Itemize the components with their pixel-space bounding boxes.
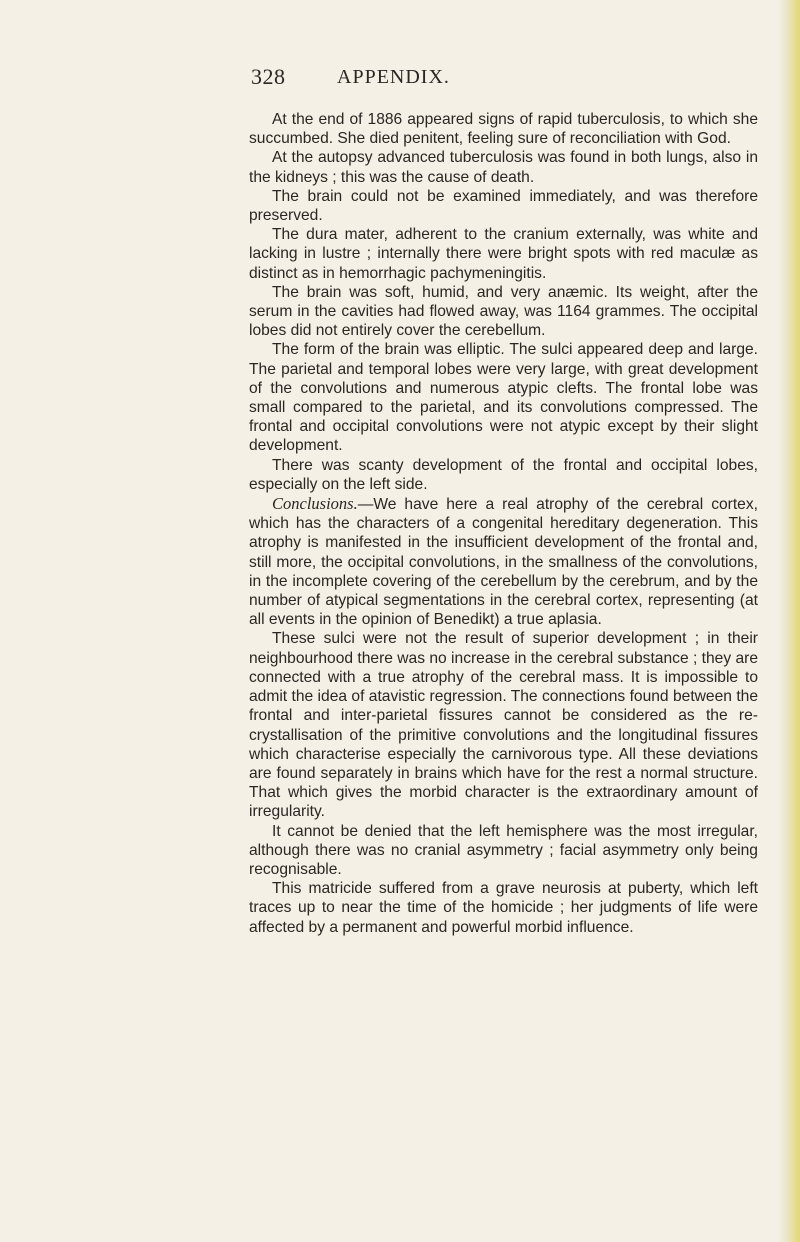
paragraph-neurosis: This matricide suffered from a grave neurosis at puberty, which left traces up to near the time of the homicide ; her judgments of life were affected by a permanent and powerful morbid influence. [249, 880, 758, 936]
paragraph-left-hemisphere: It cannot be denied that the left hemisphere was the most irregular, although there was no cranial asymmetry ; facial asymmetry only being recognisable. [249, 822, 758, 878]
conclusions-heading: Conclusions. [272, 494, 358, 514]
paragraph-sulci: These sulci were not the result of superior development ; in their neighbourhood there was no increase in the cerebral substance ; they are connected with a true atrophy of the cerebral mass. It is impossible to admit the idea of atavistic regression. The connections found between the frontal and inter-parietal fissures cannot be considered as the re-crystallisation of the primitive convolutions and the longitudinal fissures which characterise especially the carnivorous type. All these deviations are found separately in brains which have for the rest a normal structure. That which gives the morbid character is the extraordinary amount of irregularity. [249, 630, 758, 821]
page-number: 328 [251, 64, 286, 89]
running-head: APPENDIX. [337, 66, 450, 88]
page-edge [778, 0, 800, 1242]
paragraph-brain-preserved: The brain could not be examined immediately, and was therefore preserved. [249, 187, 758, 225]
paragraph-dura-mater: The dura mater, adherent to the cranium externally, was white and lacking in lustre ; internally there were bright spots with red maculæ as distinct as in hemorrhagic pachymeningitis. [249, 226, 758, 282]
body-text [249, 110, 758, 937]
paragraph-brain-form: The form of the brain was elliptic. The sulci appeared deep and large. The parietal and temporal lobes were very large, with great development of the convolutions and numerous atypic clefts. The frontal lobe was small compared to the parietal, and its convolutions compressed. The frontal and occipital convolutions were not atypic except by their slight development. [249, 341, 758, 455]
conclusions-text: —We have here a real atrophy of the cerebral cortex, which has the characters of a congenital hereditary degeneration. This atrophy is manifested in the insufficient development of the frontal and, still more, the occipital convolutions, in the smallness of the convolutions, in the incomplete covering of the cerebellum by the cerebrum, and by the number of atypical segmentations in the cerebral cortex, representing (at all events in the opinion of Benedikt) a true aplasia. [249, 496, 758, 629]
paragraph-autopsy: At the autopsy advanced tuberculosis was found in both lungs, also in the kidneys ; this was the cause of death. [249, 149, 758, 186]
paragraph-conclusions [249, 494, 758, 629]
page-header [251, 64, 751, 94]
paragraph-brain-weight: The brain was soft, humid, and very anæmic. Its weight, after the serum in the cavities had flowed away, was 1164 grammes. The occipital lobes did not entirely cover the cerebellum. [249, 283, 758, 340]
paragraph-scanty-development: There was scanty development of the frontal and occipital lobes, especially on the left side. [249, 456, 758, 493]
paragraph-death: At the end of 1886 appeared signs of rapid tuberculosis, to which she succumbed. She died penitent, feeling sure of reconciliation with God. [249, 111, 758, 148]
